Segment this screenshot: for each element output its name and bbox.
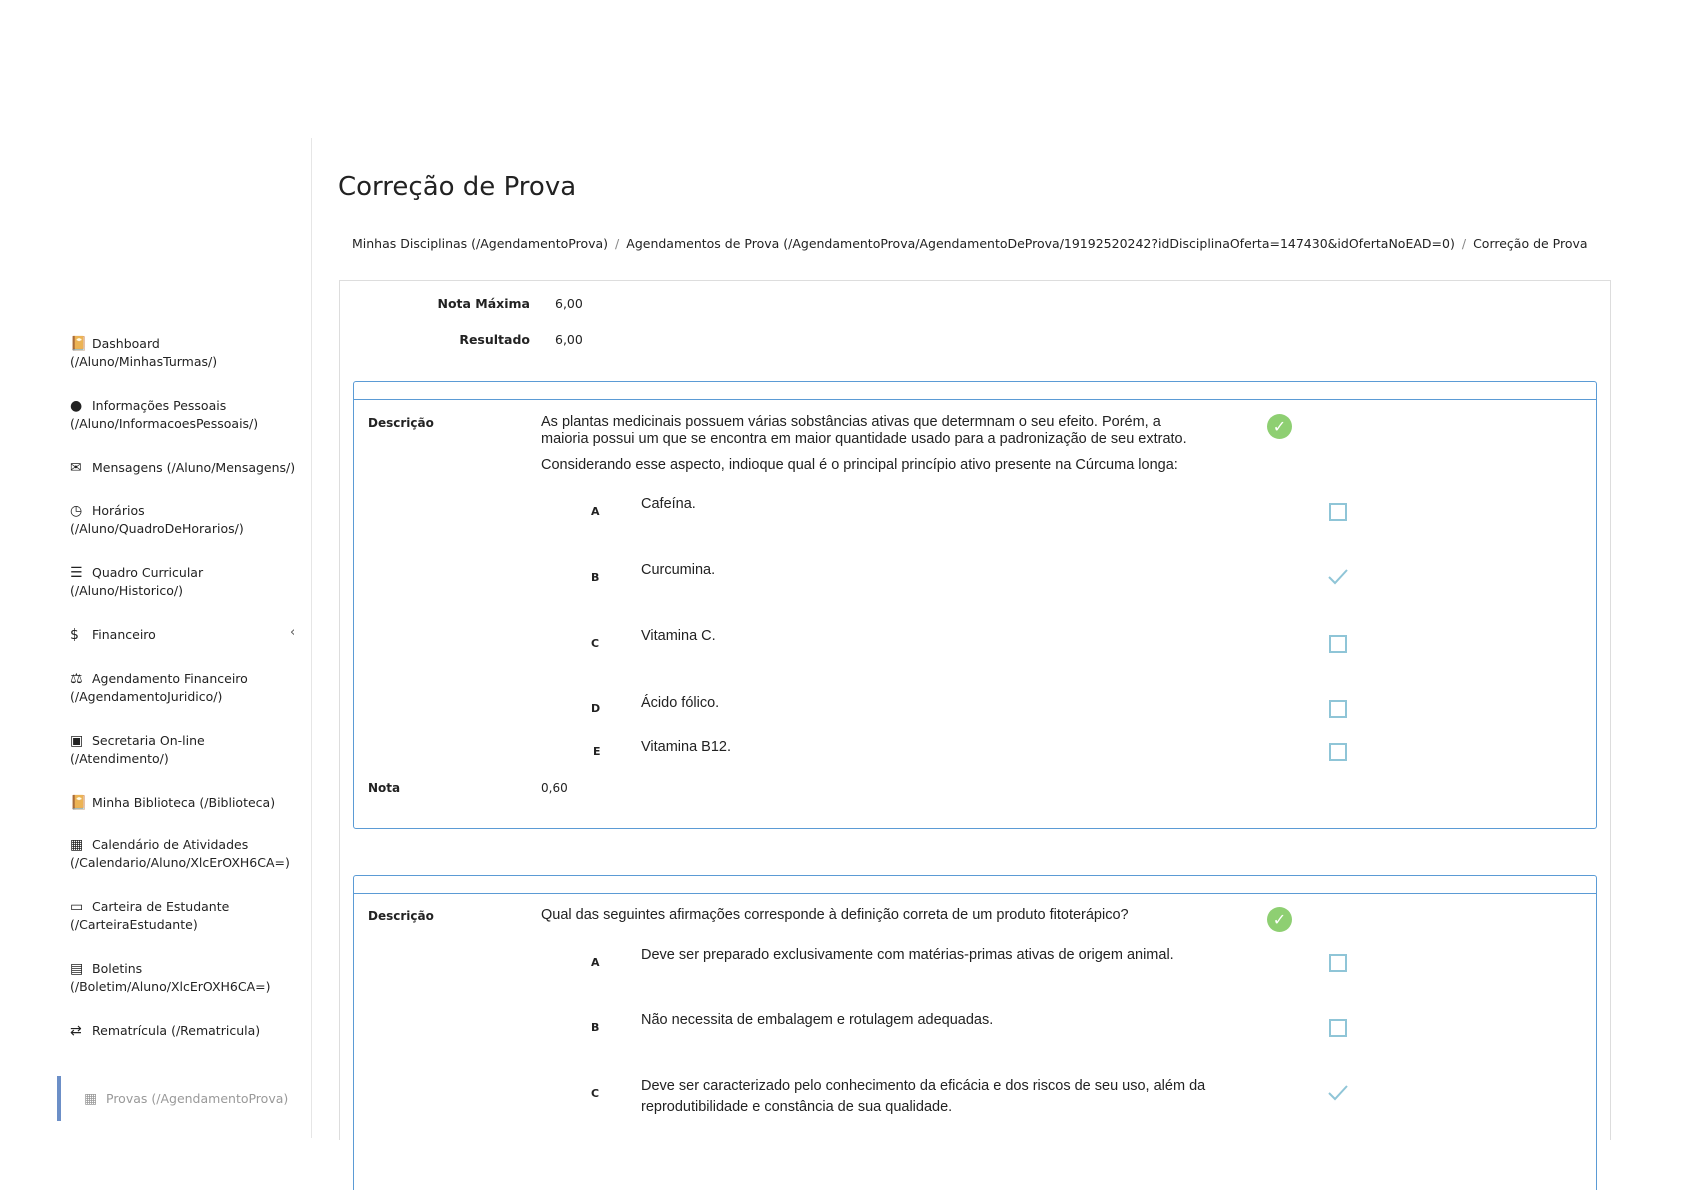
option-text: Deve ser preparado exclusivamente com matérias-primas ativas de origem animal.	[641, 947, 1174, 963]
checkbox-icon[interactable]	[1329, 1019, 1347, 1037]
chevron-left-icon[interactable]: ‹	[290, 625, 296, 640]
option-text: Vitamina B12.	[641, 739, 732, 755]
checkbox-icon[interactable]	[1329, 635, 1347, 653]
option-text: Cafeína.	[641, 496, 696, 512]
sidebar-item-rematricula[interactable]	[70, 1022, 310, 1040]
breadcrumb-item-current: Correção de Prova	[1473, 236, 1588, 251]
retweet-icon: ⇄	[70, 1023, 82, 1039]
sidebar-item-minha-biblioteca[interactable]	[70, 794, 310, 812]
breadcrumb	[352, 236, 1588, 251]
selected-check-icon[interactable]	[1327, 1082, 1349, 1104]
sidebar-item-label: Secretaria On-line	[92, 733, 205, 748]
question-card-header	[354, 876, 1596, 894]
sidebar-item-label: Agendamento Financeiro	[92, 671, 248, 686]
resultado-label: Resultado	[459, 332, 530, 347]
option-text: Vitamina C.	[641, 628, 716, 644]
sidebar-item-financeiro[interactable]	[70, 626, 310, 644]
user-icon: ●	[70, 398, 83, 414]
breadcrumb-item-agendamentos[interactable]: Agendamentos de Prova (/AgendamentoProva/AgendamentoDeProva/19192520242?idDisciplinaOferta=147430&idOfertaNoEAD=0)	[626, 236, 1455, 251]
nota-maxima-value: 6,00	[555, 296, 583, 311]
resultado-value: 6,00	[555, 332, 583, 347]
option-text-line: reprodutibilidade e constância de sua qualidade.	[641, 1099, 953, 1115]
descricao-label: Descrição	[368, 909, 434, 923]
credit-card-icon: ▭	[70, 899, 84, 915]
sidebar-item-label: Horários	[92, 503, 145, 518]
list-alt-icon: ▤	[70, 961, 84, 977]
sidebar-item-horarios[interactable]	[70, 502, 310, 538]
sidebar-item-path: (/Aluno/InformacoesPessoais/)	[70, 416, 259, 431]
question-text	[541, 907, 1241, 924]
correct-check-icon: ✓	[1267, 907, 1292, 932]
question-card-header	[354, 382, 1596, 400]
sidebar-item-boletins[interactable]	[70, 960, 310, 996]
option-letter: D	[591, 702, 601, 715]
sidebar-item-label: Boletins	[92, 961, 143, 976]
sidebar-item-informacoes-pessoais[interactable]	[70, 397, 310, 433]
sidebar-item-path: (/Aluno/Historico/)	[70, 583, 183, 598]
nota-maxima-label: Nota Máxima	[437, 296, 530, 311]
correct-check-icon: ✓	[1267, 414, 1292, 439]
sidebar-item-provas[interactable]	[84, 1090, 324, 1108]
sidebar-item-label: Quadro Curricular	[92, 565, 204, 580]
sidebar-item-label: Dashboard	[92, 336, 160, 351]
option-letter: E	[593, 745, 601, 758]
calendar-icon: ▦	[70, 837, 84, 853]
option-text: Não necessita de embalagem e rotulagem adequadas.	[641, 1012, 994, 1028]
sidebar-item-path: (/Boletim/Aluno/XlcErOXH6CA=)	[70, 979, 271, 994]
question-text-line: As plantas medicinais possuem várias sobstâncias ativas que determnam o seu efeito. Porém, a	[541, 414, 1161, 430]
checkbox-icon[interactable]	[1329, 954, 1347, 972]
sidebar-item-label: Financeiro	[92, 627, 156, 642]
sidebar-item-carteira-estudante[interactable]	[70, 898, 310, 934]
selected-check-icon[interactable]	[1327, 566, 1349, 588]
checkbox-icon[interactable]	[1329, 503, 1347, 521]
sidebar-item-quadro-curricular[interactable]	[70, 564, 310, 600]
sidebar-item-label: Mensagens (/Aluno/Mensagens/)	[92, 460, 296, 475]
sidebar-item-path: (/Atendimento/)	[70, 751, 169, 766]
breadcrumb-separator: /	[615, 236, 620, 251]
breadcrumb-separator: /	[1461, 236, 1467, 251]
option-letter: B	[591, 1021, 600, 1034]
question-text-line: Qual das seguintes afirmações corresponde à definição correta de um produto fitoterápico?	[541, 907, 1129, 923]
envelope-icon: ✉	[70, 460, 82, 476]
descricao-label: Descrição	[368, 416, 434, 430]
checkbox-icon[interactable]	[1329, 700, 1347, 718]
sidebar-item-label: Informações Pessoais	[92, 398, 227, 413]
sidebar-item-secretaria-online[interactable]	[70, 732, 310, 768]
list-icon: ☰	[70, 565, 83, 581]
sidebar-item-label: Carteira de Estudante	[92, 899, 230, 914]
option-letter: C	[591, 637, 600, 650]
sidebar-item-label: Rematrícula (/Rematricula)	[92, 1023, 261, 1038]
sidebar-item-path: (/Aluno/MinhasTurmas/)	[70, 354, 218, 369]
sidebar-item-label: Calendário de Atividades	[92, 837, 249, 852]
fax-icon: ▣	[70, 733, 84, 749]
page-title: Correção de Prova	[338, 172, 577, 202]
checkbox-icon[interactable]	[1329, 743, 1347, 761]
option-text: Curcumina.	[641, 562, 716, 578]
question-text	[541, 414, 1241, 474]
book-icon: 📔	[70, 795, 88, 811]
option-letter: A	[591, 956, 600, 969]
sidebar-item-path: (/Calendario/Aluno/XlcErOXH6CA=)	[70, 855, 290, 870]
nota-label: Nota	[368, 781, 401, 795]
option-text-line: Deve ser caracterizado pelo conhecimento da eficácia e dos riscos de seu uso, além da	[641, 1078, 1206, 1094]
active-indicator	[57, 1076, 61, 1121]
question-text-line: Considerando esse aspecto, indioque qual é o principal princípio ativo presente na Cúrcuma longa:	[541, 457, 1178, 473]
sidebar-item-path: (/Aluno/QuadroDeHorarios/)	[70, 521, 244, 536]
scale-icon: ⚖	[70, 671, 83, 687]
sidebar-item-label: Minha Biblioteca (/Biblioteca)	[92, 795, 276, 810]
sidebar-item-dashboard[interactable]	[70, 335, 310, 371]
option-text: Ácido fólico.	[641, 695, 720, 711]
sidebar-item-calendario[interactable]	[70, 836, 310, 872]
breadcrumb-item-minhas-disciplinas[interactable]: Minhas Disciplinas (/AgendamentoProva)	[352, 236, 609, 251]
sidebar-item-path: (/CarteiraEstudante)	[70, 917, 198, 932]
option-letter: A	[591, 505, 600, 518]
calendar-icon: ▦	[84, 1091, 98, 1107]
option-letter: C	[591, 1087, 600, 1100]
sidebar-item-mensagens[interactable]	[70, 459, 310, 477]
option-text	[641, 1076, 1205, 1118]
sidebar-item-agendamento-financeiro[interactable]	[70, 670, 310, 706]
sidebar-item-label: Provas (/AgendamentoProva)	[106, 1091, 289, 1106]
clock-icon: ◷	[70, 503, 83, 519]
dollar-icon: $	[70, 627, 79, 643]
option-letter: B	[591, 571, 600, 584]
book-icon: 📔	[70, 336, 88, 352]
nota-value: 0,60	[541, 781, 568, 795]
sidebar-item-path: (/AgendamentoJuridico/)	[70, 689, 223, 704]
question-text-line: maioria possui um que se encontra em maior quantidade usado para a padronização de seu extrato.	[541, 431, 1187, 447]
